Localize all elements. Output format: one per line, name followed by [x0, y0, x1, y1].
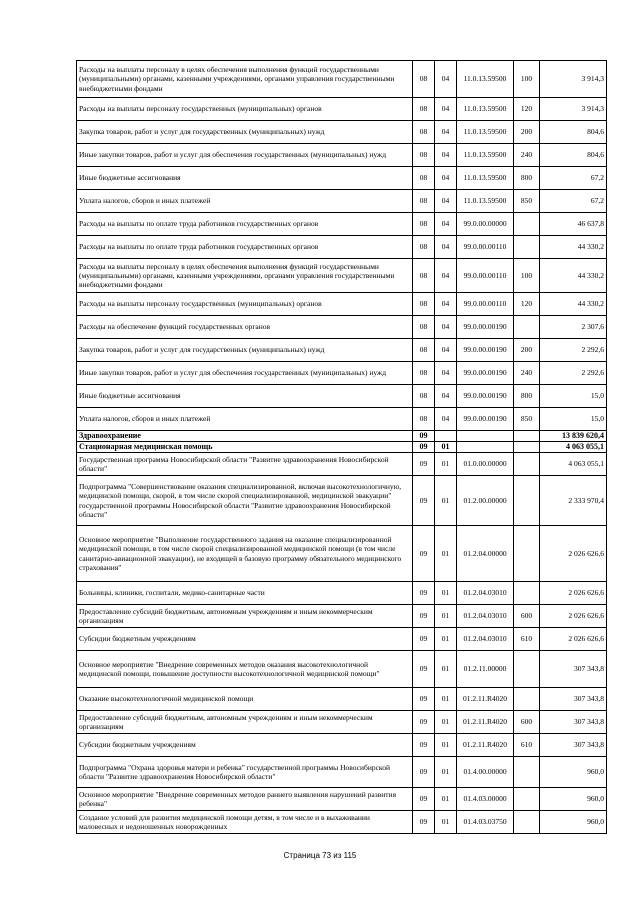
- table-row: [77, 98, 607, 121]
- item-name: Основное мероприятие "Внедрение современных методов оказания высокотехнологичной медицинской помощи, повышение доступности высокотехнологичной медицинской помощи": [77, 651, 413, 688]
- amount: 804,6: [540, 121, 607, 144]
- amount: 67,2: [540, 190, 607, 213]
- subsection-code: [435, 431, 457, 442]
- target-article-code: 99.0.00.00190: [457, 385, 514, 408]
- item-name: Расходы на обеспечение функций государственных органов: [77, 316, 413, 339]
- table-row: [77, 144, 607, 167]
- target-article-code: 99.0.00.00190: [457, 316, 514, 339]
- table-row: [77, 339, 607, 362]
- amount: 44 330,2: [540, 293, 607, 316]
- section-code: 09: [413, 526, 435, 582]
- section-code: 09: [413, 711, 435, 734]
- subsection-code: 01: [435, 734, 457, 757]
- section-code: 09: [413, 788, 435, 811]
- item-name: Иные бюджетные ассигнования: [77, 385, 413, 408]
- amount: 2 333 970,4: [540, 476, 607, 526]
- table-row: [77, 236, 607, 259]
- expense-type-code: [514, 431, 540, 442]
- section-code: 08: [413, 190, 435, 213]
- table-row: [77, 757, 607, 788]
- target-article-code: 01.2.11.R4020: [457, 734, 514, 757]
- expense-type-code: 610: [514, 734, 540, 757]
- expense-type-code: [514, 526, 540, 582]
- expense-type-code: [514, 757, 540, 788]
- table-row: [77, 788, 607, 811]
- expense-type-code: 850: [514, 190, 540, 213]
- amount: 2 026 626,6: [540, 526, 607, 582]
- subsection-code: 04: [435, 385, 457, 408]
- section-code: 08: [413, 385, 435, 408]
- subsection-code: 04: [435, 121, 457, 144]
- target-article-code: 01.2.11.00000: [457, 651, 514, 688]
- expense-type-code: 240: [514, 362, 540, 385]
- item-name: Закупка товаров, работ и услуг для государственных (муниципальных) нужд: [77, 121, 413, 144]
- target-article-code: 01.2.11.R4020: [457, 711, 514, 734]
- item-name: Стационарная медицинская помощь: [77, 442, 413, 453]
- section-code: 09: [413, 628, 435, 651]
- amount: 960,0: [540, 811, 607, 834]
- section-code: 09: [413, 476, 435, 526]
- item-name: Основное мероприятие "Внедрение современных методов раннего выявления нарушений развития ребенка": [77, 788, 413, 811]
- subsection-code: 04: [435, 190, 457, 213]
- expense-type-code: 200: [514, 121, 540, 144]
- target-article-code: 11.0.13.59500: [457, 190, 514, 213]
- table-row: [77, 688, 607, 711]
- item-name: Предоставление субсидий бюджетным, автономным учреждениям и иным некоммерческим организациям: [77, 605, 413, 628]
- table-row: [77, 526, 607, 582]
- target-article-code: 11.0.13.59500: [457, 144, 514, 167]
- section-code: 08: [413, 213, 435, 236]
- expense-type-code: 120: [514, 98, 540, 121]
- section-code: 08: [413, 98, 435, 121]
- section-code: 08: [413, 293, 435, 316]
- amount: 13 839 620,4: [540, 431, 607, 442]
- target-article-code: 99.0.00.00110: [457, 259, 514, 293]
- expense-type-code: 120: [514, 293, 540, 316]
- amount: 44 330,2: [540, 236, 607, 259]
- subsection-code: 04: [435, 293, 457, 316]
- subsection-code: 04: [435, 259, 457, 293]
- target-article-code: 99.0.00.00190: [457, 362, 514, 385]
- amount: 3 914,3: [540, 98, 607, 121]
- target-article-code: 11.0.13.59500: [457, 121, 514, 144]
- section-code: 08: [413, 316, 435, 339]
- amount: 3 914,3: [540, 61, 607, 98]
- expense-type-code: 800: [514, 385, 540, 408]
- subsection-code: 04: [435, 362, 457, 385]
- target-article-code: 01.2.04.03010: [457, 605, 514, 628]
- section-code: 09: [413, 734, 435, 757]
- section-code: 09: [413, 757, 435, 788]
- section-code: 08: [413, 362, 435, 385]
- table-row: [77, 453, 607, 476]
- target-article-code: [457, 431, 514, 442]
- item-name: Расходы на выплаты персоналу государственных (муниципальных) органов: [77, 293, 413, 316]
- expense-type-code: [514, 582, 540, 605]
- target-article-code: 11.0.13.59500: [457, 61, 514, 98]
- table-row: [77, 628, 607, 651]
- target-article-code: 01.4.03.00000: [457, 788, 514, 811]
- section-code: 08: [413, 259, 435, 293]
- section-code: 09: [413, 453, 435, 476]
- table-row: [77, 167, 607, 190]
- target-article-code: 01.4.03.03750: [457, 811, 514, 834]
- amount: 2 307,6: [540, 316, 607, 339]
- subsection-code: 04: [435, 98, 457, 121]
- item-name: Иные закупки товаров, работ и услуг для обеспечения государственных (муниципальных) нужд: [77, 362, 413, 385]
- table-row: [77, 316, 607, 339]
- target-article-code: 01.2.04.03010: [457, 582, 514, 605]
- item-name: Больницы, клиники, госпитали, медико-санитарные части: [77, 582, 413, 605]
- expense-type-code: [514, 651, 540, 688]
- subsection-code: 01: [435, 605, 457, 628]
- subsection-code: 01: [435, 628, 457, 651]
- amount: 960,0: [540, 788, 607, 811]
- item-name: Подпрограмма "Охрана здоровья матери и ребенка" государственной программы Новосибирской области "Развитие здравоохранения Новосибирской области": [77, 757, 413, 788]
- budget-table-body: [77, 61, 607, 834]
- amount: 307 343,8: [540, 688, 607, 711]
- target-article-code: 01.4.00.00000: [457, 757, 514, 788]
- subsection-code: 01: [435, 711, 457, 734]
- expense-type-code: 200: [514, 339, 540, 362]
- target-article-code: 01.2.04.03010: [457, 628, 514, 651]
- item-name: Иные закупки товаров, работ и услуг для обеспечения государственных (муниципальных) нужд: [77, 144, 413, 167]
- item-name: Субсидии бюджетным учреждениям: [77, 734, 413, 757]
- item-name: Оказание высокотехнологичной медицинской помощи: [77, 688, 413, 711]
- item-name: Расходы на выплаты персоналу в целях обеспечения выполнения функций государственными (муниципальными) органами, казенными учреждениями, органами управления государственными внебюджетными фондами: [77, 259, 413, 293]
- item-name: Предоставление субсидий бюджетным, автономным учреждениям и иным некоммерческим организациям: [77, 711, 413, 734]
- amount: 2 292,6: [540, 362, 607, 385]
- item-name: Здравоохранение: [77, 431, 413, 442]
- section-code: 08: [413, 144, 435, 167]
- section-code: 08: [413, 121, 435, 144]
- section-code: 08: [413, 339, 435, 362]
- table-row: [77, 711, 607, 734]
- subsection-code: 04: [435, 144, 457, 167]
- subsection-code: 01: [435, 788, 457, 811]
- budget-table: [76, 60, 607, 834]
- target-article-code: 01.2.11.R4020: [457, 688, 514, 711]
- amount: 960,0: [540, 757, 607, 788]
- target-article-code: 99.0.00.00190: [457, 339, 514, 362]
- table-row: [77, 121, 607, 144]
- expense-type-code: [514, 788, 540, 811]
- subsection-code: 01: [435, 811, 457, 834]
- page-number: Страница 73 из 115: [283, 851, 357, 860]
- table-row: [77, 213, 607, 236]
- table-row: [77, 476, 607, 526]
- expense-type-code: 600: [514, 605, 540, 628]
- item-name: Уплата налогов, сборов и иных платежей: [77, 190, 413, 213]
- item-name: Расходы на выплаты по оплате труда работников государственных органов: [77, 236, 413, 259]
- section-code: 09: [413, 442, 435, 453]
- table-row: [77, 442, 607, 453]
- item-name: Расходы на выплаты персоналу государственных (муниципальных) органов: [77, 98, 413, 121]
- item-name: Государственная программа Новосибирской области "Развитие здравоохранения Новосибирской области": [77, 453, 413, 476]
- amount: 2 292,6: [540, 339, 607, 362]
- amount: 307 343,8: [540, 711, 607, 734]
- expense-type-code: [514, 476, 540, 526]
- amount: 15,0: [540, 408, 607, 431]
- table-row: [77, 408, 607, 431]
- section-code: 09: [413, 688, 435, 711]
- amount: 4 063 055,1: [540, 442, 607, 453]
- table-row: [77, 734, 607, 757]
- table-row: [77, 259, 607, 293]
- section-code: 09: [413, 582, 435, 605]
- subsection-code: 01: [435, 476, 457, 526]
- section-code: 08: [413, 61, 435, 98]
- item-name: Подпрограмма "Совершенствование оказания специализированной, включая высокотехнологичную, медицинской помощи, скорой, в том числе скорой специализированной, медицинской эвакуации" государственной программы Новосибирской области "Развитие здравоохранения Новосибирской области": [77, 476, 413, 526]
- amount: 307 343,8: [540, 734, 607, 757]
- section-code: 09: [413, 811, 435, 834]
- table-row: [77, 385, 607, 408]
- table-row: [77, 61, 607, 98]
- item-name: Основное мероприятие "Выполнение государственного задания на оказание специализированной медицинской помощи, в том числе скорой специализированной медицинской помощи (в том числе санитарно-авиационной эвакуации), не входящей в базовую программу обязательного медицинского страхования": [77, 526, 413, 582]
- subsection-code: 01: [435, 688, 457, 711]
- table-row: [77, 362, 607, 385]
- table-row: [77, 190, 607, 213]
- subsection-code: 01: [435, 757, 457, 788]
- item-name: Субсидии бюджетным учреждениям: [77, 628, 413, 651]
- target-article-code: 99.0.00.00110: [457, 293, 514, 316]
- section-code: 09: [413, 651, 435, 688]
- table-row: [77, 605, 607, 628]
- section-code: 08: [413, 167, 435, 190]
- expense-type-code: 850: [514, 408, 540, 431]
- amount: 804,6: [540, 144, 607, 167]
- expense-type-code: [514, 688, 540, 711]
- subsection-code: 04: [435, 408, 457, 431]
- subsection-code: 01: [435, 651, 457, 688]
- expense-type-code: 240: [514, 144, 540, 167]
- expense-type-code: [514, 442, 540, 453]
- target-article-code: 01.0.00.00000: [457, 453, 514, 476]
- table-row: [77, 582, 607, 605]
- subsection-code: 04: [435, 167, 457, 190]
- subsection-code: 04: [435, 61, 457, 98]
- section-code: 08: [413, 408, 435, 431]
- expense-type-code: [514, 213, 540, 236]
- amount: 67,2: [540, 167, 607, 190]
- item-name: Закупка товаров, работ и услуг для государственных (муниципальных) нужд: [77, 339, 413, 362]
- section-code: 08: [413, 236, 435, 259]
- target-article-code: 01.2.00.00000: [457, 476, 514, 526]
- amount: 15,0: [540, 385, 607, 408]
- table-row: [77, 293, 607, 316]
- expense-type-code: [514, 236, 540, 259]
- amount: 46 637,8: [540, 213, 607, 236]
- target-article-code: 99.0.00.00190: [457, 408, 514, 431]
- target-article-code: 99.0.00.00000: [457, 213, 514, 236]
- target-article-code: 11.0.13.59500: [457, 98, 514, 121]
- table-row: [77, 431, 607, 442]
- item-name: Расходы на выплаты персоналу в целях обеспечения выполнения функций государственными (муниципальными) органами, казенными учреждениями, органами управления государственными внебюджетными фондами: [77, 61, 413, 98]
- subsection-code: 04: [435, 213, 457, 236]
- expense-type-code: 600: [514, 711, 540, 734]
- amount: 44 330,2: [540, 259, 607, 293]
- amount: 2 026 626,6: [540, 605, 607, 628]
- expense-type-code: 800: [514, 167, 540, 190]
- subsection-code: 01: [435, 442, 457, 453]
- item-name: Создание условий для развития медицинской помощи детям, в том числе и в выхаживании маловесных и недоношенных новорожденных: [77, 811, 413, 834]
- expense-type-code: [514, 316, 540, 339]
- subsection-code: 04: [435, 339, 457, 362]
- expense-type-code: 610: [514, 628, 540, 651]
- expense-type-code: [514, 811, 540, 834]
- item-name: Расходы на выплаты по оплате труда работников государственных органов: [77, 213, 413, 236]
- target-article-code: [457, 442, 514, 453]
- item-name: Иные бюджетные ассигнования: [77, 167, 413, 190]
- target-article-code: 99.0.00.00110: [457, 236, 514, 259]
- expense-type-code: 100: [514, 61, 540, 98]
- amount: 2 026 626,6: [540, 628, 607, 651]
- expense-type-code: [514, 453, 540, 476]
- amount: 4 063 055,1: [540, 453, 607, 476]
- section-code: 09: [413, 431, 435, 442]
- subsection-code: 01: [435, 453, 457, 476]
- expense-type-code: 100: [514, 259, 540, 293]
- table-row: [77, 651, 607, 688]
- subsection-code: 04: [435, 236, 457, 259]
- subsection-code: 04: [435, 316, 457, 339]
- target-article-code: 01.2.04.00000: [457, 526, 514, 582]
- amount: 2 026 626,6: [540, 582, 607, 605]
- subsection-code: 01: [435, 526, 457, 582]
- target-article-code: 11.0.13.59500: [457, 167, 514, 190]
- amount: 307 343,8: [540, 651, 607, 688]
- item-name: Уплата налогов, сборов и иных платежей: [77, 408, 413, 431]
- section-code: 09: [413, 605, 435, 628]
- table-row: [77, 811, 607, 834]
- subsection-code: 01: [435, 582, 457, 605]
